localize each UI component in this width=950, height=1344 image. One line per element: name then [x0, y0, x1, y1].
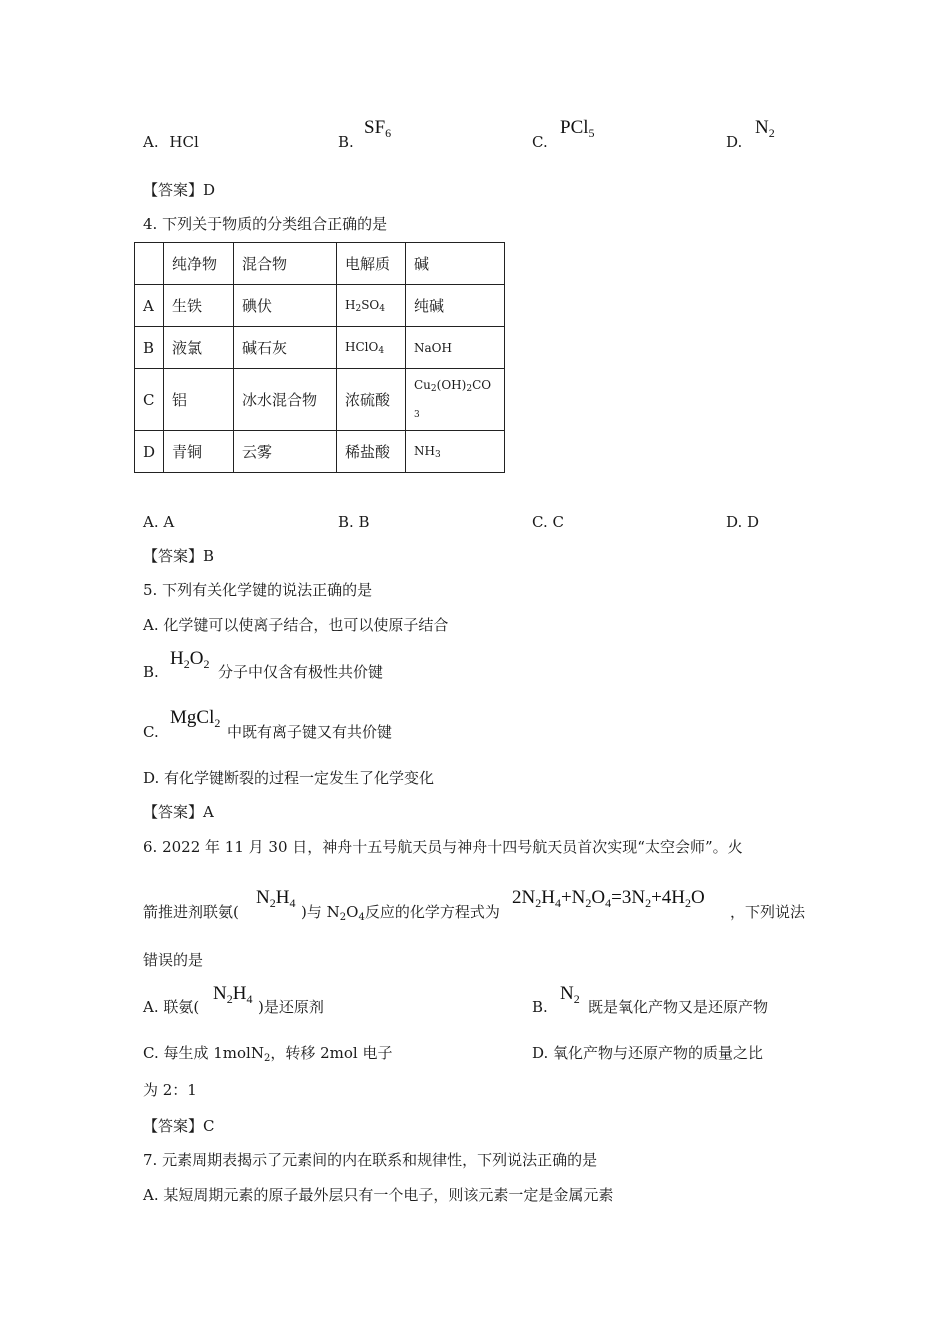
table-cell: C [135, 369, 164, 431]
table-cell: 铝 [164, 369, 234, 431]
q6-stem-line2-a: 箭推进剂联氨( [143, 903, 239, 921]
table-header-cell: 碱 [406, 243, 505, 285]
q6-stem-line3: 错误的是 [143, 951, 204, 969]
q6-option-a-text: )是还原剂 [258, 998, 324, 1016]
q6-option-a-formula: $N_2H_4$ [213, 983, 253, 1006]
table-cell: 青铜 [164, 431, 234, 473]
q5-option-d[interactable]: D. 有化学键断裂的过程一定发生了化学变化 [143, 769, 435, 787]
q6-option-b[interactable]: B. [532, 998, 548, 1016]
table-cell: 稀盐酸 [337, 431, 406, 473]
q6-stem-line1: 6. 2022 年 11 月 30 日，神舟十五号航天员与神舟十四号航天员首次实现“太空会师”。火 [143, 838, 743, 856]
q5-option-c-text: 中既有离子键又有共价键 [227, 723, 393, 741]
q3-option-c-formula: PCl$_5$ [560, 117, 595, 140]
q6-equation: $2N_2H_4+N_2O_4=3N_2+4H_2O$ [512, 887, 705, 910]
table-row [135, 327, 505, 369]
q6-option-b-text: 既是氧化产物又是还原产物 [588, 998, 769, 1016]
table-header-cell [135, 243, 164, 285]
q6-stem-line2-g: ，下列说法 [730, 903, 806, 921]
table-cell: 碘伏 [234, 285, 337, 327]
q3-option-b-formula: $SF_6$ [364, 117, 392, 140]
table-cell: $H_2SO_4$ [337, 285, 406, 327]
q5-option-c[interactable]: C. [143, 723, 159, 741]
q4-option-a[interactable]: A. A [143, 513, 175, 531]
table-cell: A [135, 285, 164, 327]
table-cell: 液氯 [164, 327, 234, 369]
table-row [135, 369, 505, 431]
table-cell: 碱石灰 [234, 327, 337, 369]
table-cell: 浓硫酸 [337, 369, 406, 431]
q4-option-c[interactable]: C. C [532, 513, 564, 531]
q7-option-a[interactable]: A. 某短周期元素的原子最外层只有一个电子，则该元素一定是金属元素 [143, 1186, 614, 1204]
q3-option-d[interactable]: D. [726, 133, 743, 151]
q7-stem: 7. 元素周期表揭示了元素间的内在联系和规律性，下列说法正确的是 [143, 1151, 598, 1169]
q6-option-d-continued: 为 2：1 [143, 1081, 197, 1099]
table-cell: B [135, 327, 164, 369]
q5-option-c-formula: MgCl$_2$ [170, 707, 221, 730]
table-header-cell: 混合物 [234, 243, 337, 285]
q4-option-b[interactable]: B. B [338, 513, 370, 531]
q5-stem: 5. 下列有关化学键的说法正确的是 [143, 581, 373, 599]
q5-option-b-text: 分子中仅含有极性共价键 [218, 663, 384, 681]
table-header-row [135, 243, 505, 285]
q6-answer: 【答案】C [143, 1117, 215, 1135]
table-row [135, 431, 505, 473]
table-header-cell: 电解质 [337, 243, 406, 285]
q5-option-a[interactable]: A. 化学键可以使离子结合，也可以使原子结合 [143, 616, 449, 634]
q3-option-b[interactable]: B. [338, 133, 354, 151]
q6-option-a[interactable]: A. 联氨( [143, 998, 200, 1016]
q6-option-c[interactable]: C. 每生成 1molN$_2$，转移 2mol 电子 [143, 1044, 393, 1064]
table-cell: 生铁 [164, 285, 234, 327]
q4-answer: 【答案】B [143, 547, 215, 565]
table-row [135, 285, 505, 327]
q5-option-b-formula: $H_2O_2$ [170, 648, 210, 671]
table-cell: NaOH [406, 327, 505, 369]
q3-answer: 【答案】D [143, 181, 216, 199]
q3-option-c[interactable]: C. [532, 133, 548, 151]
q5-option-b[interactable]: B. [143, 663, 159, 681]
q6-option-d[interactable]: D. 氧化产物与还原产物的质量之比 [532, 1044, 764, 1062]
q5-answer: 【答案】A [143, 803, 214, 821]
q4-stem: 4. 下列关于物质的分类组合正确的是 [143, 215, 388, 233]
q3-option-a[interactable]: A. HCl [143, 133, 199, 151]
q4-option-d[interactable]: D. D [726, 513, 760, 531]
q6-option-b-formula: $N_2$ [560, 983, 580, 1006]
table-cell: 云雾 [234, 431, 337, 473]
table-cell: 冰水混合物 [234, 369, 337, 431]
q6-stem-line2-b: )与 $N_2O_4$反应的化学方程式为 [301, 903, 500, 923]
table-cell: $Cu_2(OH)_2CO$ $_3$ [406, 369, 505, 431]
table-cell: 纯碱 [406, 285, 505, 327]
table-cell: $NH_3$ [406, 431, 505, 473]
q4-table [134, 242, 505, 473]
q3-option-d-formula: $N_2$ [755, 117, 775, 140]
table-cell: HClO$_4$ [337, 327, 406, 369]
table-cell: D [135, 431, 164, 473]
table-header-cell: 纯净物 [164, 243, 234, 285]
q6-hydrazine-formula: $N_2H_4$ [256, 887, 296, 910]
